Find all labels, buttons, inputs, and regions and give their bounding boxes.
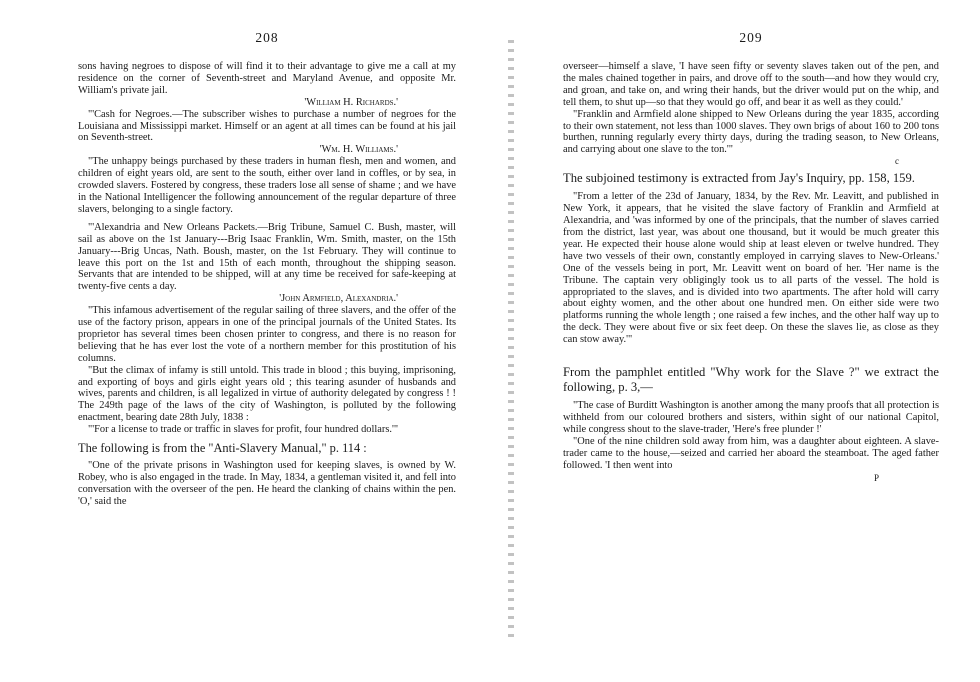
paragraph: sons having negroes to dispose of will find it to their advantage to give me a call at my residence on the corner of Seventh-street and Maryland Avenue, and opposite Mr. William's private jail. xyxy=(78,61,456,96)
section-heading: The subjoined testimony is extracted from Jay's Inquiry, pp. 158, 159. xyxy=(563,171,915,186)
paragraph: "'Alexandria and New Orleans Packets.—Brig Tribune, Samuel C. Bush, master, will sail as above on the 1st January---Brig Isaac Franklin, Wm. Smith, master, on the 15th January---Brig Uncas, Nath. Boush, master, on the 1st February. They will continue to leave this port on the 1st and 15th of each month, throughout the shipping season. Servants that are intended to be shipped, will at any time be received for safe-keeping at twenty-five cents a day. xyxy=(78,221,456,293)
page-body xyxy=(78,61,456,508)
paragraph: "'For a license to trade or traffic in slaves for profit, four hundred dollars.'" xyxy=(88,424,399,436)
paragraph: overseer—himself a slave, 'I have seen fifty or seventy slaves taken out of the pen, and the males chained together in pairs, and drove off to the south—and how they would cry, and groan, and take on, and wring their hands, but the driver would put on the whip, and tell them, to shut up—so that they would go off, and bear it as well as they could.' xyxy=(563,61,939,108)
paragraph: "One of the private prisons in Washington used for keeping slaves, is owned by W. Robey, who is also engaged in the trade. In May, 1834, a gentleman visited it, and fell into conversation with the overseer of the pen. He heard the clanking of chains within the pen. 'O,' said the xyxy=(78,460,456,507)
printer-mark: c xyxy=(895,156,899,167)
page-gutter xyxy=(508,40,514,640)
signature: 'Wm. H. Williams.' xyxy=(319,144,398,156)
signature-mark: P xyxy=(873,473,879,484)
page-number: 209 xyxy=(739,30,763,45)
paragraph: "The unhappy beings purchased by these traders in human flesh, men and women, and children of eight years old, are sent to the south, either over land in coffles, or by sea, in crowded slavers. Fostered by congress, these traders lose all sense of shame ; and we have in the National Intelligencer the following announcement of the regular departure of three slavers, belonging to a single factory. xyxy=(78,156,456,215)
paragraph: "From a letter of the 23d of January, 1834, by the Rev. Mr. Leavitt, and published in New York, it appears, that he visited the slave factory of Franklin and Armfield at Alexandria, and 'was informed by one of the principals, that the number of slaves carried from the district, last year, was about one thousand, but it would be much greater this year. He expected their house alone would ship at least eleven or twelve hundred. They have two vessels of their own, constantly employed in carrying slaves to New-Orleans.' One of the vessels being in port, Mr. Leavitt went on board of her. 'Her name is the Tribune. The captain very obligingly took us to all parts of the vessel. The hold is appropriated to the slaves, and is divided into two apartments. The after hold will carry about eighty women, and the other about one hundred men. On either side were two platforms running the whole length ; one raised a few inches, and the other half way up to the deck. They were about five or six feet deep. On these the slaves lie, as close as they can stow away.'" xyxy=(563,191,939,346)
paragraph: "'Cash for Negroes.—The subscriber wishes to purchase a number of negroes for the Louisiana and Mississippi market. Himself or an agent at all times can be found at his jail on Seventh-street. xyxy=(78,108,456,144)
section-heading: From the pamphlet entitled "Why work for the Slave ?" we extract the following, p. 3,— xyxy=(563,365,939,395)
paragraph: "Franklin and Armfield alone shipped to New Orleans during the year 1835, according to their own statement, not less than 1000 slaves. They own brigs of about 160 to 200 tons burthen, running regularly every thirty days, during the trading season, to New Orleans, and carrying about one slave to the ton.'" xyxy=(563,108,939,156)
page-body xyxy=(563,61,939,483)
page-number: 208 xyxy=(255,30,279,45)
paragraph: "This infamous advertisement of the regular sailing of three slavers, and the offer of the use of the factory prison, appears in one of the principal journals of the United States. Its proprietor has several times been chosen printer to congress, and there is no reason for believing that he has ever lost the vote of a northern member for this prostitution of his columns. xyxy=(78,305,456,364)
signature: 'John Armfield, Alexandria.' xyxy=(279,293,398,305)
signature: 'William H. Richards.' xyxy=(304,96,398,108)
paragraph: "But the climax of infamy is still untold. This trade in blood ; this buying, imprisoning, and exporting of boys and girls eight years old ; this tearing asunder of husbands and wives, parents and children, is all legalized in virtue of authority delegated by congress ! ! The 249th page of the laws of the city of Washington, is polluted by the following enactment, bearing date 28th July, 1838 : xyxy=(78,364,456,424)
section-heading: The following is from the "Anti-Slavery Manual," p. 114 : xyxy=(78,441,367,456)
paragraph: "One of the nine children sold away from him, was a daughter about eighteen. A slave-trader came to the house,—seized and carried her aboard the steamboat. The aged father followed. 'I then went into xyxy=(563,435,939,471)
paragraph: "The case of Burditt Washington is another among the many proofs that all protection is withheld from our coloured brothers and sisters, within sight of our national Capitol, while congress shout to the slave-trader, 'Here's free plunder !' xyxy=(563,400,939,435)
